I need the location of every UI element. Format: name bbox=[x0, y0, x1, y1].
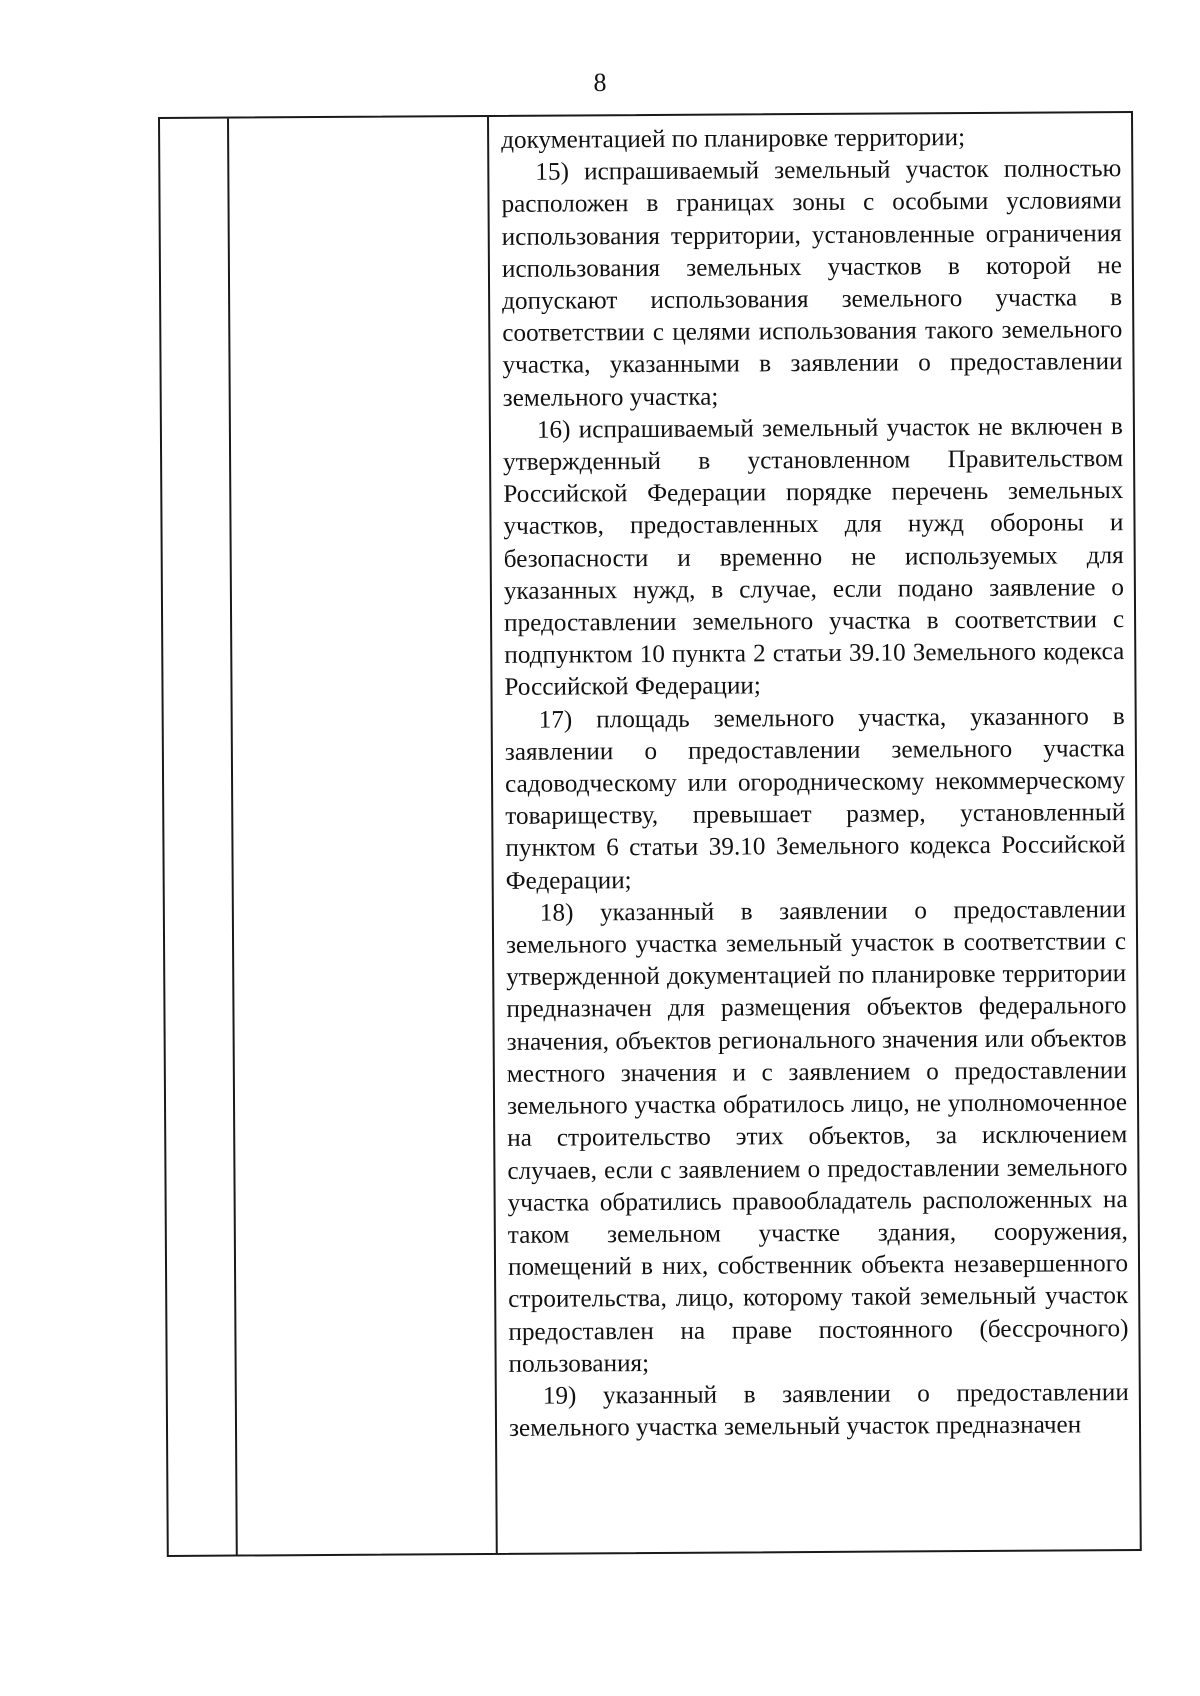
page-number: 8 bbox=[593, 68, 607, 97]
table-column-title bbox=[229, 117, 498, 1555]
table-column-number bbox=[160, 119, 238, 1555]
list-item-16: 16) испрашиваемый земельный участок не включен в утвержденный в установленном Правительством Российской Федерации порядке перечень земельных участков, предоставленных для нужд обороны и безопасности и временно не используемых для указанных нужд, в случае, если подано заявление о предоставлении земельного участка в соответствии с подпунктом 10 пункта 2 статьи 39.10 Земельного кодекса Российской Федерации; bbox=[503, 412, 1125, 702]
document-table bbox=[158, 111, 1142, 1557]
list-item-17: 17) площадь земельного участка, указанного в заявлении о предоставлении земельного участка садоводческому или огородническому некоммерческому товариществу, превышает размер, установленный пунктом 6 статьи 39.10 Земельного кодекса Российской Федерации; bbox=[504, 702, 1126, 895]
list-item-15: 15) испрашиваемый земельный участок полностью расположен в границах зоны с особыми условиями использования территории, установленные ограничения использования земельных участков в которой не допускают использования земельного участка в соответствии с целями использования такого земельного участка, указанными в заявлении о предоставлении земельного участка; bbox=[501, 155, 1123, 412]
table-column-content bbox=[489, 113, 1140, 1553]
list-item-19: 19) указанный в заявлении о предоставлении земельного участка земельный участок предназначен bbox=[508, 1379, 1129, 1443]
list-item-18: 18) указанный в заявлении о предоставлении земельного участка земельный участок в соответствии с утвержденной документацией по планировке территории предназначен для размещения объектов федерального значения, объектов регионального значения или объектов местного значения и с заявлением о предоставлении земельного участка обратилось лицо, не уполномоченное на строительство этих объектов, за исключением случаев, если с заявлением о предоставлении земельного участка обратились правообладатель расположенных на таком земельном участке здания, сооружения, помещений в них, собственник объекта незавершенного строительства, лицо, которому такой земельный участок предоставлен на праве постоянного (бессрочного) пользования; bbox=[505, 895, 1129, 1378]
paragraph-continuation: документацией по планировке территории; bbox=[501, 124, 966, 154]
